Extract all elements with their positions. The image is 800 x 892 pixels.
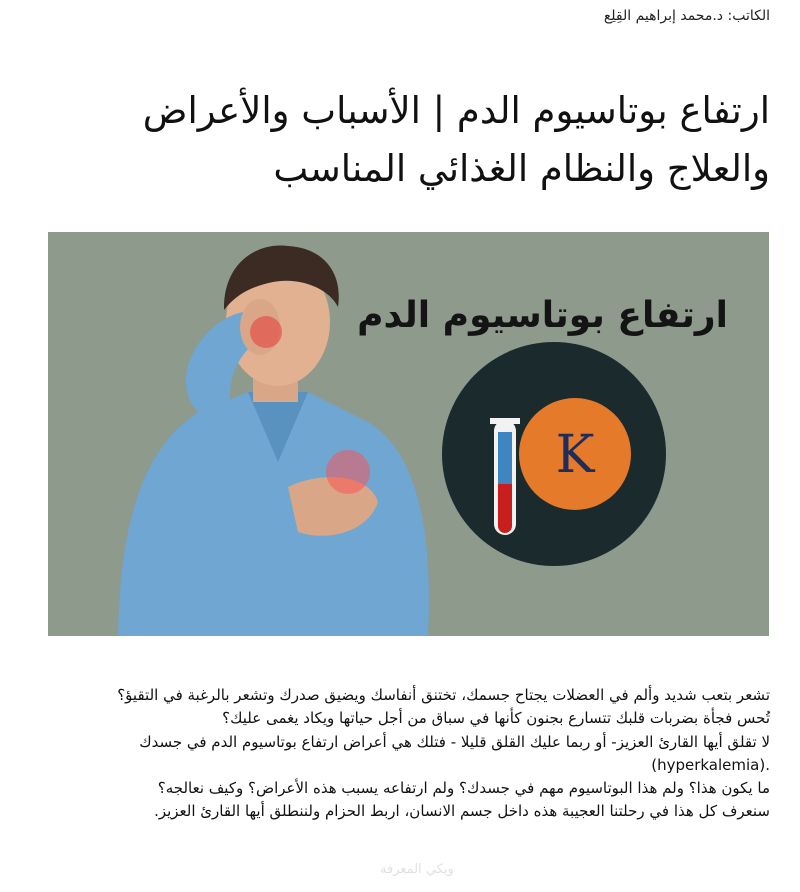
paragraph: ما يكون هذا؟ ولم هذا البوتاسيوم مهم في جسدك؟ ولم ارتفاعه يسبب هذه الأعراض؟ وكيف نعالجه؟: [157, 779, 770, 798]
paragraph: تشعر بتعب شديد وألم في العضلات يجتاح جسمك، تختنق أنفاسك ويضيق صدرك وتشعر بالرغبة في التقيؤ؟: [117, 686, 770, 704]
article-title: ارتفاع بوتاسيوم الدم | الأسباب والأعراض والعلاج والنظام الغذائي المناسب: [142, 89, 770, 190]
paragraph-text: لا تقلق أيها القارئ العزيز- أو ربما عليك القلق قليلا - فتلك هي أعراض ارتفاع بوتاسيوم الدم في جسدك: [139, 732, 770, 751]
paragraph: [50, 731, 770, 778]
hero-image: [48, 232, 769, 636]
watermark: ويكي المعرفة: [380, 862, 454, 877]
paragraph: سنعرف كل هذا في رحلتنا العجيبة هذه داخل جسم الانسان، اربط الحزام ولننطلق أيها القارئ العزيز.: [154, 802, 770, 821]
medical-term: (hyperkalemia).: [651, 755, 770, 774]
author-line: الكاتب: د.محمد إبراهيم القِلِع: [603, 8, 770, 24]
potassium-symbol: K: [555, 425, 595, 485]
hero-overlay-title: ارتفاع بوتاسيوم الدم: [357, 295, 728, 336]
paragraph: تُحس فجأة بضربات قلبك تتسارع بجنون كأنها في سباق من أجل حياتها ويكاد يغمى عليك؟: [222, 709, 770, 728]
blood-test-tube-icon: [490, 418, 520, 535]
hero-illustration: [48, 232, 769, 636]
article-body: [50, 684, 770, 824]
